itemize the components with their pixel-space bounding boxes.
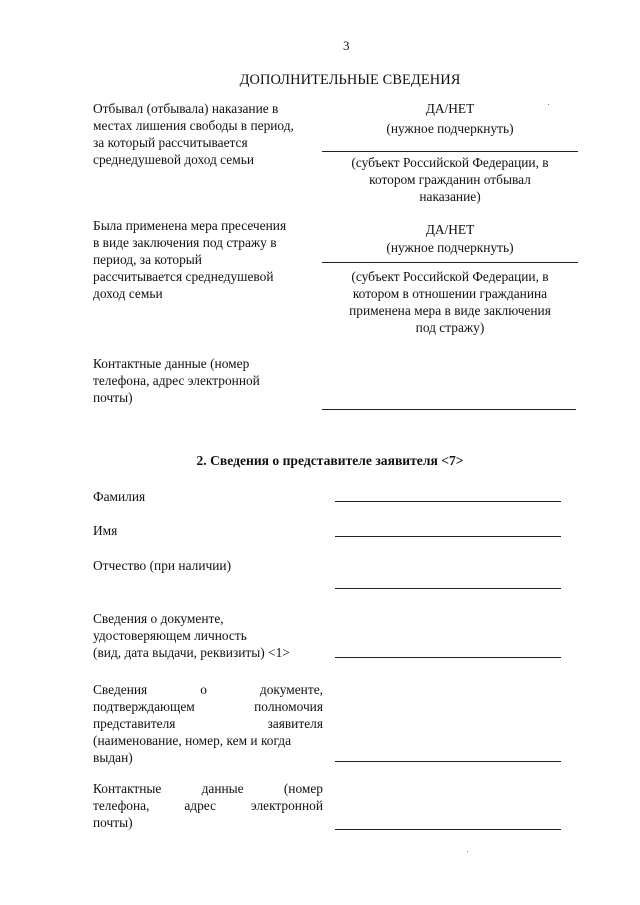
label-line: Отбывал (отбывала) наказание в	[93, 101, 279, 116]
caption-line: применена мера в виде заключения	[349, 303, 551, 318]
label-line: в виде заключения под стражу в	[93, 235, 277, 250]
name-label: Имя	[93, 523, 118, 538]
label-line: телефона, адрес электронной	[93, 373, 260, 388]
label-line: Сведения о документе,	[93, 611, 224, 626]
label-line: доход семьи	[93, 286, 163, 301]
label-line: почты)	[93, 815, 133, 830]
authority-document-field[interactable]	[335, 761, 561, 762]
authority-document-label	[93, 681, 323, 766]
caption-line: под стражу)	[415, 320, 485, 335]
page-heading: ДОПОЛНИТЕЛЬНЫЕ СВЕДЕНИЯ	[239, 72, 461, 88]
imprisonment-region-caption	[320, 154, 580, 205]
label-line: телефона, адрес электронной	[93, 798, 323, 813]
caption-line: (субъект Российской Федерации, в	[351, 269, 549, 284]
label-line: (наименование, номер, кем и когда	[93, 733, 292, 748]
label-line: подтверждающем полномочия	[93, 699, 323, 714]
label-line: среднедушевой доход семьи	[93, 152, 254, 167]
surname-label: Фамилия	[93, 489, 146, 504]
caption-line: наказание)	[419, 189, 481, 204]
label-line: Контактные данные (номер	[93, 781, 323, 796]
imprisonment-question	[93, 100, 333, 168]
representative-contacts-field[interactable]	[335, 829, 561, 830]
label-line: рассчитывается среднедушевой	[93, 269, 274, 284]
label-line: Была применена мера пресечения	[93, 218, 287, 233]
id-document-label	[93, 610, 333, 661]
scan-speck	[467, 851, 468, 852]
caption-line: котором в отношении гражданина	[352, 286, 548, 301]
contacts-field[interactable]	[322, 409, 576, 410]
name-field[interactable]	[335, 536, 561, 537]
label-line: удостоверяющем личность	[93, 628, 247, 643]
scan-speck	[548, 104, 549, 105]
label-line: (вид, дата выдачи, реквизиты) <1>	[93, 645, 290, 660]
caption-line: котором гражданин отбывал	[369, 172, 531, 187]
representative-contacts-label	[93, 780, 323, 831]
caption-line: (субъект Российской Федерации, в	[351, 155, 549, 170]
custody-region-caption	[320, 268, 580, 336]
surname-field[interactable]	[335, 501, 561, 502]
label-line: представителя заявителя	[93, 716, 323, 731]
label-line: Сведения о документе,	[93, 682, 323, 697]
custody-hint: (нужное подчеркнуть)	[386, 240, 514, 255]
imprisonment-region-field[interactable]	[322, 151, 578, 152]
label-line: выдан)	[93, 750, 133, 765]
label-line: за который рассчитывается	[93, 135, 248, 150]
id-document-field[interactable]	[335, 657, 561, 658]
patronymic-field[interactable]	[335, 588, 561, 589]
custody-region-field[interactable]	[322, 262, 578, 263]
imprisonment-yes-no[interactable]: ДА/НЕТ	[425, 101, 475, 116]
custody-question	[93, 217, 333, 302]
page-number: 3	[343, 38, 350, 53]
imprisonment-hint: (нужное подчеркнуть)	[386, 121, 514, 136]
patronymic-label: Отчество (при наличии)	[93, 558, 232, 573]
label-line: период, за который	[93, 252, 202, 267]
contacts-label	[93, 355, 333, 406]
label-line: местах лишения свободы в период,	[93, 118, 294, 133]
label-line: почты)	[93, 390, 133, 405]
custody-yes-no[interactable]: ДА/НЕТ	[425, 222, 475, 237]
section2-title: 2. Сведения о представителе заявителя <7>	[196, 453, 464, 468]
label-line: Контактные данные (номер	[93, 356, 250, 371]
